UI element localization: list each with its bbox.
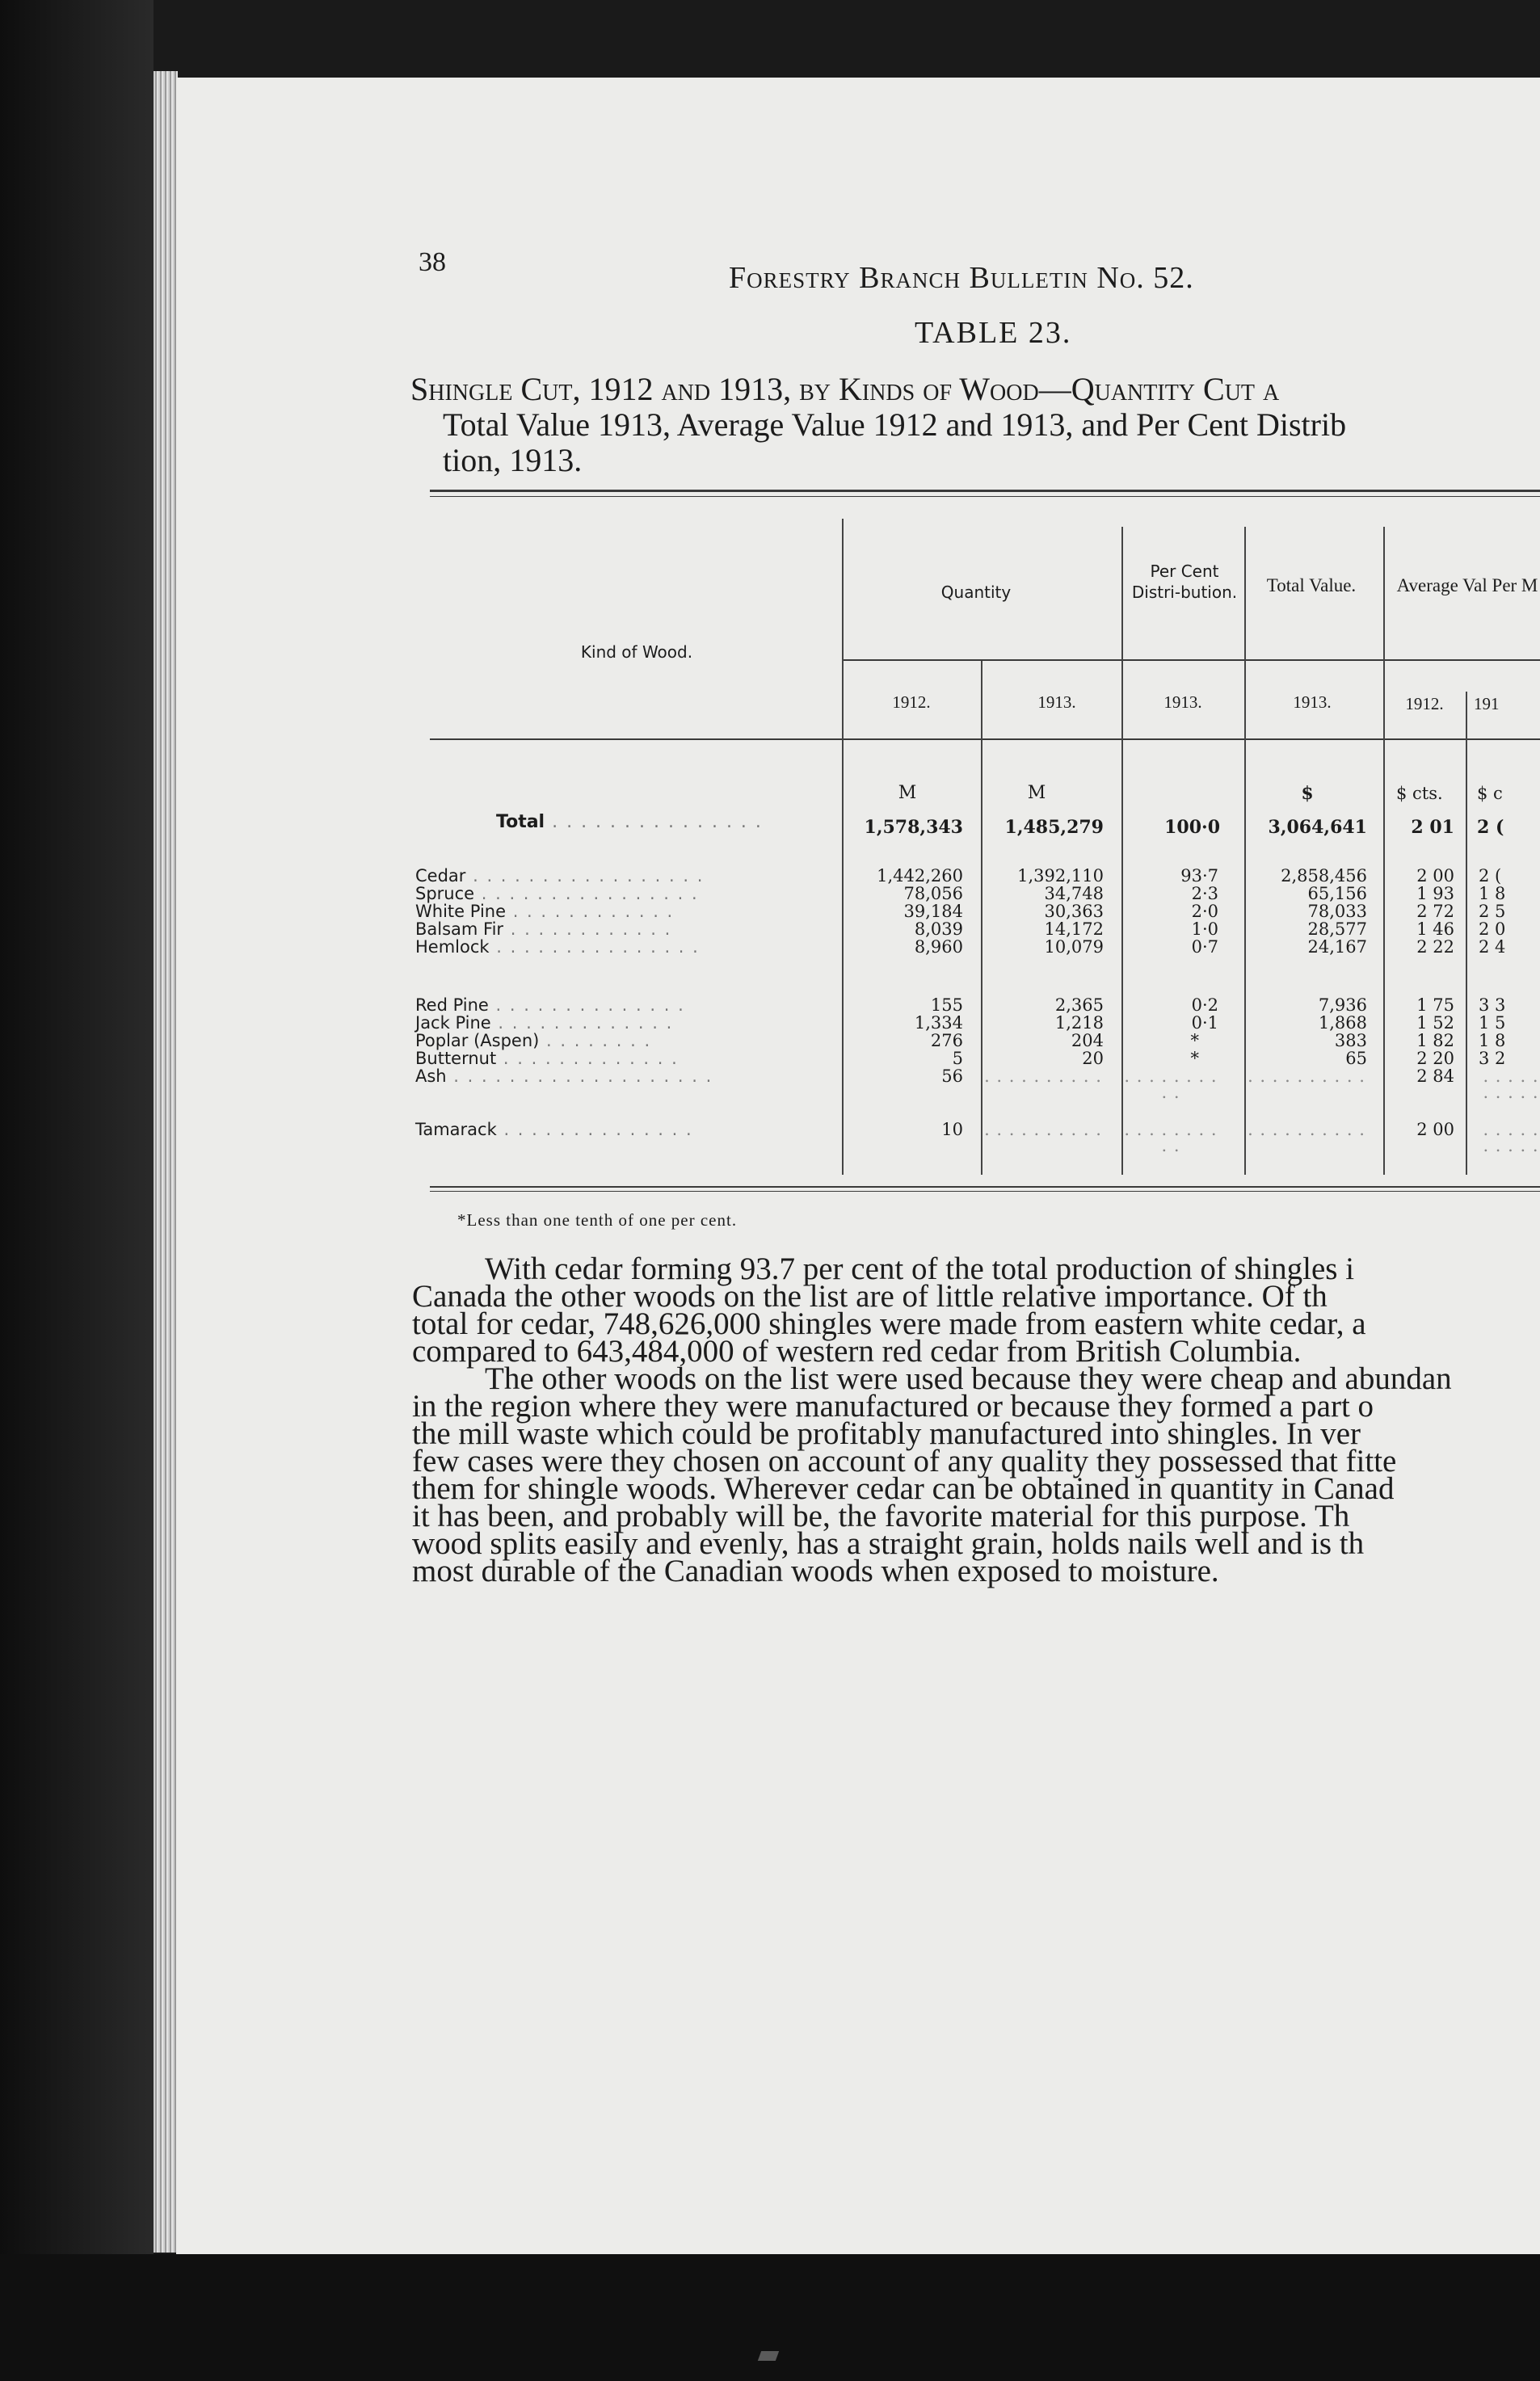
leader-dots: . . . . . . . . . . . . . . . xyxy=(545,812,763,832)
cell-avg1913: 2 0 xyxy=(1479,919,1506,939)
cell-q1913: 2,365 xyxy=(1054,995,1104,1015)
leader-dots: . . . . . . . . . . . . . . xyxy=(496,1120,693,1139)
row-label xyxy=(415,1033,651,1049)
cell-q1912: 10 xyxy=(941,1120,963,1139)
cell-q1913: 14,172 xyxy=(1044,919,1104,939)
row-label-text: White Pine xyxy=(415,902,507,921)
cell-avg1912: 1 52 xyxy=(1416,1013,1454,1033)
cell-value: 65 xyxy=(1345,1049,1367,1068)
cell-avg1913: 2 ( xyxy=(1479,866,1502,886)
header-year-1912: 1912. xyxy=(892,692,931,712)
cell-q1913: 30,363 xyxy=(1044,902,1104,921)
header-avg-1912: 1912. xyxy=(1405,694,1444,713)
row-label xyxy=(415,903,674,919)
caption-line: tion, 1913. xyxy=(443,442,583,478)
total-q1912: 1,578,343 xyxy=(864,817,963,838)
header-per-cent: Per Cent Distri-bution. xyxy=(1131,562,1238,602)
leader-dots: . . . . . . . . . . . . . . . xyxy=(489,937,700,957)
table-caption xyxy=(410,372,1346,478)
text-line: wood splits easily and evenly, has a straight grain, holds nails well and is th xyxy=(412,1526,1365,1561)
total-avg1912: 2 01 xyxy=(1411,817,1454,838)
row-label xyxy=(415,886,699,902)
paragraph-2 xyxy=(412,1361,1540,1588)
header-year-1913: 1913. xyxy=(1037,692,1076,712)
cell-avg1913: 2 4 xyxy=(1479,937,1506,957)
cell-avg1913: 1 5 xyxy=(1479,1013,1506,1033)
cell-q1912: 1,334 xyxy=(914,1013,963,1033)
table-top-rule-thin xyxy=(430,496,1540,497)
table-bottom-rule xyxy=(430,1186,1540,1188)
text-line: total for cedar, 748,626,000 shingles were made from eastern white cedar, a xyxy=(412,1306,1366,1341)
header-quantity: Quantity xyxy=(940,583,1012,602)
row-label xyxy=(415,921,671,937)
unit-value: $ xyxy=(1301,783,1314,804)
scan-border-bottom xyxy=(0,2254,1540,2381)
cell-avg1913: 3 3 xyxy=(1479,995,1506,1015)
header-bottom-rule xyxy=(430,738,1540,740)
total-label-text: Total xyxy=(496,812,545,832)
cell-avg1912: 1 93 xyxy=(1416,884,1454,903)
cell-q1913: 204 xyxy=(1071,1031,1104,1050)
cell-avg1913: 1 8 xyxy=(1479,1031,1506,1050)
cell-pct: 0·7 xyxy=(1191,937,1218,957)
header-avg-1913: 191 xyxy=(1474,694,1500,713)
cell-q1913: 1,218 xyxy=(1054,1013,1104,1033)
row-label xyxy=(415,997,685,1013)
cell-pct: 0·2 xyxy=(1191,995,1218,1015)
leader-dots: . . . . . . . . . . . . xyxy=(503,919,672,939)
cell-avg1912: 2 00 xyxy=(1416,866,1454,886)
total-value: 3,064,641 xyxy=(1268,817,1367,838)
cell-avg1913: . . . . . . . . . . xyxy=(1483,1120,1539,1155)
document-page xyxy=(176,78,1540,2259)
text-line: The other woods on the list were used because they were cheap and abundan xyxy=(485,1361,1452,1396)
cell-pct: 2·3 xyxy=(1191,884,1218,903)
total-q1913: 1,485,279 xyxy=(1004,817,1104,838)
header-kind-of-wood: Kind of Wood. xyxy=(580,642,693,662)
cell-q1913: . . . . . . . . . . xyxy=(984,1066,1102,1086)
total-pct: 100·0 xyxy=(1164,817,1220,838)
scan-border-left xyxy=(0,0,154,2381)
leader-dots: . . . . . . . . . . . . . . . . . . . xyxy=(446,1066,713,1086)
cell-q1912: 1,442,260 xyxy=(877,866,963,886)
cell-value: 1,868 xyxy=(1318,1013,1367,1033)
cell-avg1912: 1 75 xyxy=(1416,995,1454,1015)
cell-value: 383 xyxy=(1334,1031,1367,1050)
cell-avg1912: 2 72 xyxy=(1416,902,1454,921)
cell-avg1912: 2 00 xyxy=(1416,1120,1454,1139)
cell-avg1912: 1 82 xyxy=(1416,1031,1454,1050)
leader-dots: . . . . . . . . . . . . . xyxy=(490,1013,674,1033)
row-label xyxy=(415,1068,713,1084)
text-line: Canada the other woods on the list are of little relative importance. Of th xyxy=(412,1279,1328,1314)
row-label xyxy=(415,1050,679,1066)
cell-value: . . . . . . . . . . xyxy=(1248,1120,1365,1139)
header-mid-rule xyxy=(844,659,1540,661)
leader-dots: . . . . . . . . . . . . . xyxy=(496,1049,679,1068)
cell-q1912: 276 xyxy=(930,1031,963,1050)
cell-value: 24,167 xyxy=(1307,937,1367,957)
header-pct-1913: 1913. xyxy=(1163,692,1202,712)
row-label-text: Poplar (Aspen) xyxy=(415,1031,540,1050)
cell-value: . . . . . . . . . . xyxy=(1248,1066,1365,1086)
header-total-value: Total Value. xyxy=(1266,575,1357,595)
row-label-text: Butternut xyxy=(415,1049,497,1068)
header-average-value: Average Val Per M xyxy=(1396,575,1538,595)
table-bottom-rule-thin xyxy=(430,1191,1540,1192)
text-line: With cedar forming 93.7 per cent of the total production of shingles i xyxy=(485,1251,1355,1286)
row-label-text: Red Pine xyxy=(415,995,489,1015)
leader-dots: . . . . . . . . xyxy=(539,1031,652,1050)
cell-pct: 1·0 xyxy=(1191,919,1218,939)
cell-q1913: . . . . . . . . . . xyxy=(984,1120,1102,1139)
row-label xyxy=(415,1015,673,1031)
row-label-text: Spruce xyxy=(415,884,475,903)
text-line: compared to 643,484,000 of western red cedar from British Columbia. xyxy=(412,1334,1302,1369)
table-footnote: *Less than one tenth of one per cent. xyxy=(457,1210,738,1230)
page-number: 38 xyxy=(419,247,446,277)
row-label-text: Cedar xyxy=(415,866,466,886)
leader-dots: . . . . . . . . . . . . . . . . xyxy=(474,884,699,903)
cell-value: 2,858,456 xyxy=(1281,866,1367,886)
text-line: them for shingle woods. Wherever cedar can be obtained in quantity in Canad xyxy=(412,1471,1395,1506)
cell-value: 78,033 xyxy=(1307,902,1367,921)
cell-pct: . . . . . . . . . . xyxy=(1124,1120,1218,1155)
header-value-1913: 1913. xyxy=(1293,692,1332,712)
cell-avg1912: 2 22 xyxy=(1416,937,1454,957)
text-line: most durable of the Canadian woods when exposed to moisture. xyxy=(412,1554,1219,1588)
row-label xyxy=(415,868,704,884)
cell-avg1913: 1 8 xyxy=(1479,884,1506,903)
cell-pct: 93·7 xyxy=(1180,866,1218,886)
cell-avg1912: 2 84 xyxy=(1416,1066,1454,1086)
cell-pct: . . . . . . . . . . xyxy=(1124,1066,1218,1102)
text-line: few cases were they chosen on account of any quality they possessed that fitte xyxy=(412,1444,1397,1479)
cell-value: 28,577 xyxy=(1307,919,1367,939)
total-avg1913: 2 ( xyxy=(1477,817,1504,838)
unit-q1913: M xyxy=(1027,783,1046,803)
cell-avg1912: 1 46 xyxy=(1416,919,1454,939)
column-divider xyxy=(1466,692,1467,1175)
body-text xyxy=(412,1251,1540,1588)
cell-q1912: 5 xyxy=(952,1049,963,1068)
total-label xyxy=(496,814,763,831)
leader-dots: . . . . . . . . . . . . xyxy=(506,902,675,921)
row-label-text: Hemlock xyxy=(415,937,490,957)
cell-value: 7,936 xyxy=(1318,995,1367,1015)
row-label-text: Jack Pine xyxy=(415,1013,491,1033)
cell-q1913: 34,748 xyxy=(1044,884,1104,903)
cell-pct: * xyxy=(1190,1049,1199,1068)
cell-pct: * xyxy=(1190,1031,1199,1050)
cell-q1912: 39,184 xyxy=(903,902,963,921)
cell-q1912: 8,960 xyxy=(914,937,963,957)
table-top-rule xyxy=(430,490,1540,492)
cell-avg1913: 2 5 xyxy=(1479,902,1506,921)
cell-q1913: 10,079 xyxy=(1044,937,1104,957)
row-label xyxy=(415,939,700,955)
cell-pct: 0·1 xyxy=(1191,1013,1218,1033)
unit-q1912: M xyxy=(898,783,917,803)
cell-q1912: 8,039 xyxy=(914,919,963,939)
caption-line: Shingle Cut, 1912 and 1913, by Kinds of Wood—Quantity Cut a xyxy=(410,371,1280,407)
cell-q1912: 78,056 xyxy=(903,884,963,903)
paragraph-1 xyxy=(412,1251,1540,1369)
row-label-text: Balsam Fir xyxy=(415,919,504,939)
page-stack-edge xyxy=(154,71,178,2253)
leader-dots: . . . . . . . . . . . . . . xyxy=(488,995,685,1015)
cell-q1912: 56 xyxy=(941,1066,963,1086)
row-label xyxy=(415,1121,693,1138)
cell-avg1913: . . . . . . . . . . xyxy=(1483,1066,1539,1102)
text-line: it has been, and probably will be, the favorite material for this purpose. Th xyxy=(412,1499,1350,1533)
cell-avg1912: 2 20 xyxy=(1416,1049,1454,1068)
cell-value: 65,156 xyxy=(1307,884,1367,903)
text-line: the mill waste which could be profitably manufactured into shingles. In ver xyxy=(412,1416,1361,1451)
row-label-text: Tamarack xyxy=(415,1120,497,1139)
unit-avg1912: $ cts. xyxy=(1396,784,1443,803)
table-number: TABLE 23. xyxy=(915,316,1072,350)
cell-q1913: 1,392,110 xyxy=(1017,866,1104,886)
row-label-text: Ash xyxy=(415,1066,447,1086)
leader-dots: . . . . . . . . . . . . . . . . . xyxy=(465,866,705,886)
cell-pct: 2·0 xyxy=(1191,902,1218,921)
cell-q1912: 155 xyxy=(930,995,963,1015)
scan-mark xyxy=(758,2351,779,2361)
caption-line: Total Value 1913, Average Value 1912 and 1913, and Per Cent Distrib xyxy=(443,406,1347,443)
running-title: Forestry Branch Bulletin No. 52. xyxy=(729,261,1194,295)
unit-avg1913: $ c xyxy=(1477,784,1503,803)
cell-avg1913: 3 2 xyxy=(1479,1049,1506,1068)
text-line: in the region where they were manufactured or because they formed a part o xyxy=(412,1389,1374,1424)
cell-q1913: 20 xyxy=(1082,1049,1104,1068)
